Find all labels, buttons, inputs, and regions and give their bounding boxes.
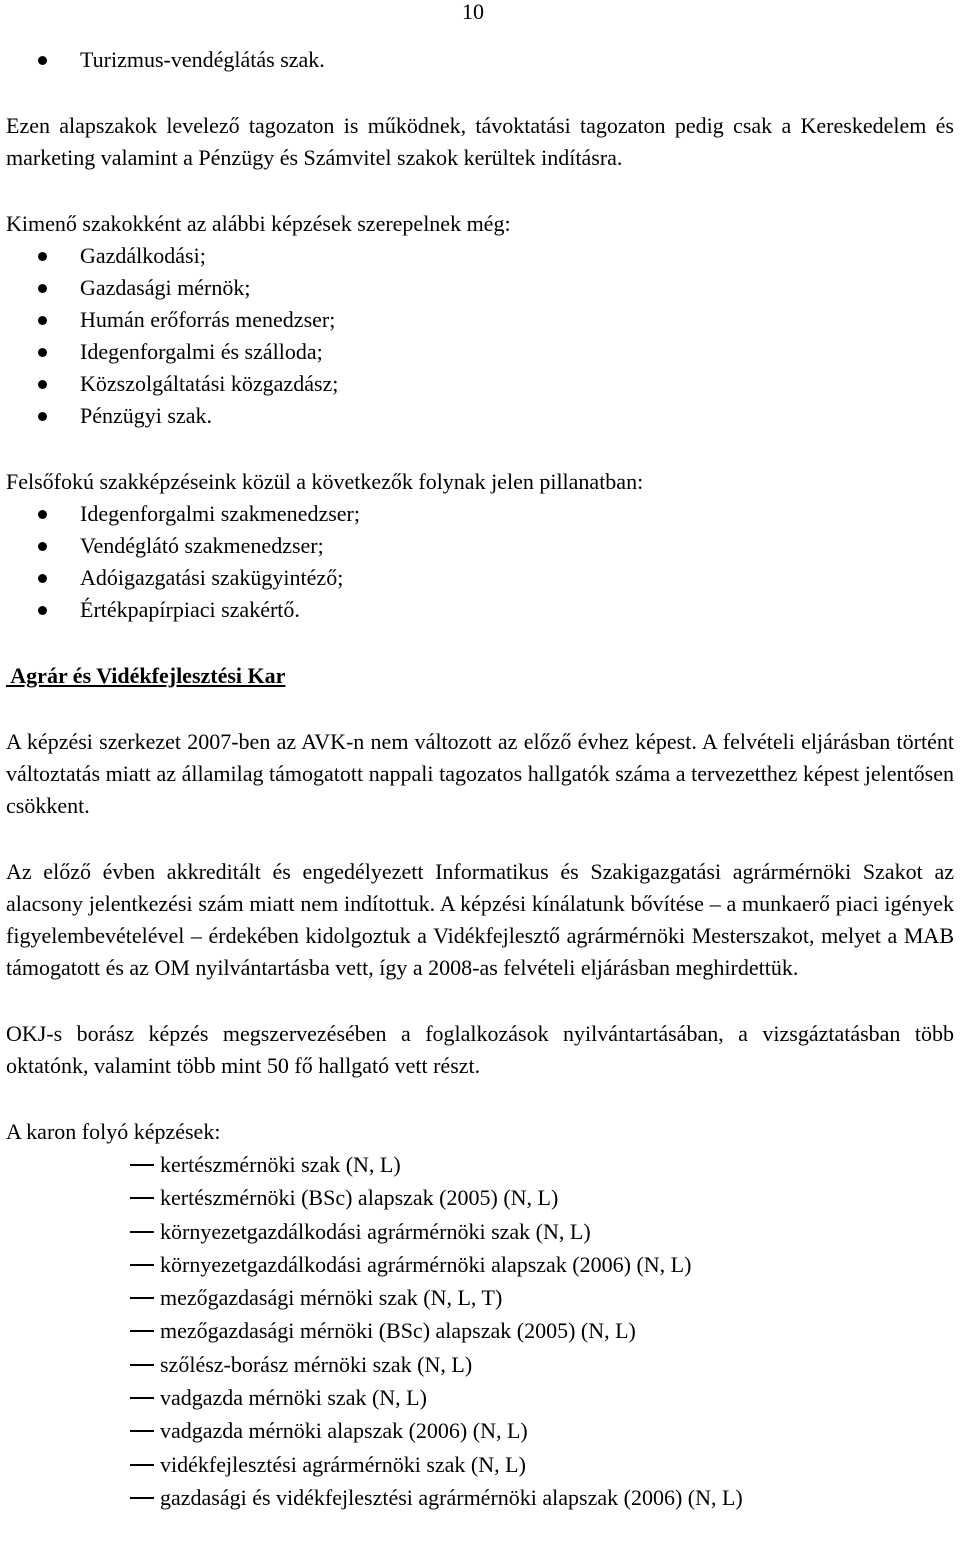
list-item: Adóigazgatási szakügyintéző; — [6, 562, 954, 594]
list-item: kertészmérnöki (BSc) alapszak (2005) (N, L) — [6, 1181, 954, 1214]
list-item: vadgazda mérnöki alapszak (2006) (N, L) — [6, 1414, 954, 1447]
page-number: 10 — [462, 0, 484, 24]
paragraph-1: A képzési szerkezet 2007-ben az AVK-n nem változott az előző évhez képest. A felvételi eljárásban történt változtatás miatt az államilag támogatott nappali tagozatos hallgatók száma a tervezetthez képest jelentősen csökkent. — [6, 729, 954, 818]
list-item: vadgazda mérnöki szak (N, L) — [6, 1381, 954, 1414]
list-item: szőlész-borász mérnöki szak (N, L) — [6, 1348, 954, 1381]
list-item: Idegenforgalmi és szálloda; — [6, 336, 954, 368]
list-item: Humán erőforrás menedzser; — [6, 304, 954, 336]
list-item: környezetgazdálkodási agrármérnöki alapszak (2006) (N, L) — [6, 1248, 954, 1281]
list-item: Gazdálkodási; — [6, 240, 954, 272]
paragraph-intro: Ezen alapszakok levelező tagozaton is működnek, távoktatási tagozaton pedig csak a Kereskedelem és marketing valamint a Pénzügy és Számvitel szakok kerültek indításra. — [6, 113, 954, 170]
paragraph-3: OKJ-s borász képzés megszervezésében a foglalkozások nyilvántartásában, a vizsgáztatásban több oktatónk, valamint több mint 50 fő hallgató vett részt. — [6, 1021, 954, 1078]
list-item: Közszolgáltatási közgazdász; — [6, 368, 954, 400]
top-bullet-list — [6, 44, 954, 76]
outgoing-bullet-list — [6, 240, 954, 432]
section-heading: Agrár és Vidékfejlesztési Kar — [6, 663, 286, 688]
list-item: mezőgazdasági mérnöki (BSc) alapszak (2005) (N, L) — [6, 1314, 954, 1347]
list-item: mezőgazdasági mérnöki szak (N, L, T) — [6, 1281, 954, 1314]
list-item: Vendéglátó szakmenedzser; — [6, 530, 954, 562]
courses-dash-list — [6, 1148, 954, 1514]
list-item: gazdasági és vidékfejlesztési agrármérnöki alapszak (2006) (N, L) — [6, 1481, 954, 1514]
courses-intro: A karon folyó képzések: — [6, 1119, 221, 1144]
document-body — [6, 44, 954, 1514]
list-item: vidékfejlesztési agrármérnöki szak (N, L) — [6, 1448, 954, 1481]
list-item: környezetgazdálkodási agrármérnöki szak (N, L) — [6, 1215, 954, 1248]
list-item: Idegenforgalmi szakmenedzser; — [6, 498, 954, 530]
list-item: Turizmus-vendéglátás szak. — [6, 44, 954, 76]
list-item: kertészmérnöki szak (N, L) — [6, 1148, 954, 1181]
list-item: Pénzügyi szak. — [6, 400, 954, 432]
higher-intro: Felsőfokú szakképzéseink közül a következők folynak jelen pillanatban: — [6, 469, 644, 494]
paragraph-2: Az előző évben akkreditált és engedélyezett Informatikus és Szakigazgatási agrármérnöki Szakot az alacsony jelentkezési szám miatt nem indítottuk. A képzési kínálatunk bővítése – a munkaerő piaci igények figyelembevételével – érdekében kidolgoztuk a Vidékfejlesztő agrármérnöki Mesterszakot, melyet a MAB támogatott és az OM nyilvántartásba vett, így a 2008-as felvételi eljárásban meghirdettük. — [6, 859, 954, 980]
list-item: Értékpapírpiaci szakértő. — [6, 594, 954, 626]
list-item: Gazdasági mérnök; — [6, 272, 954, 304]
higher-bullet-list — [6, 498, 954, 626]
outgoing-intro: Kimenő szakokként az alábbi képzések szerepelnek még: — [6, 211, 511, 236]
